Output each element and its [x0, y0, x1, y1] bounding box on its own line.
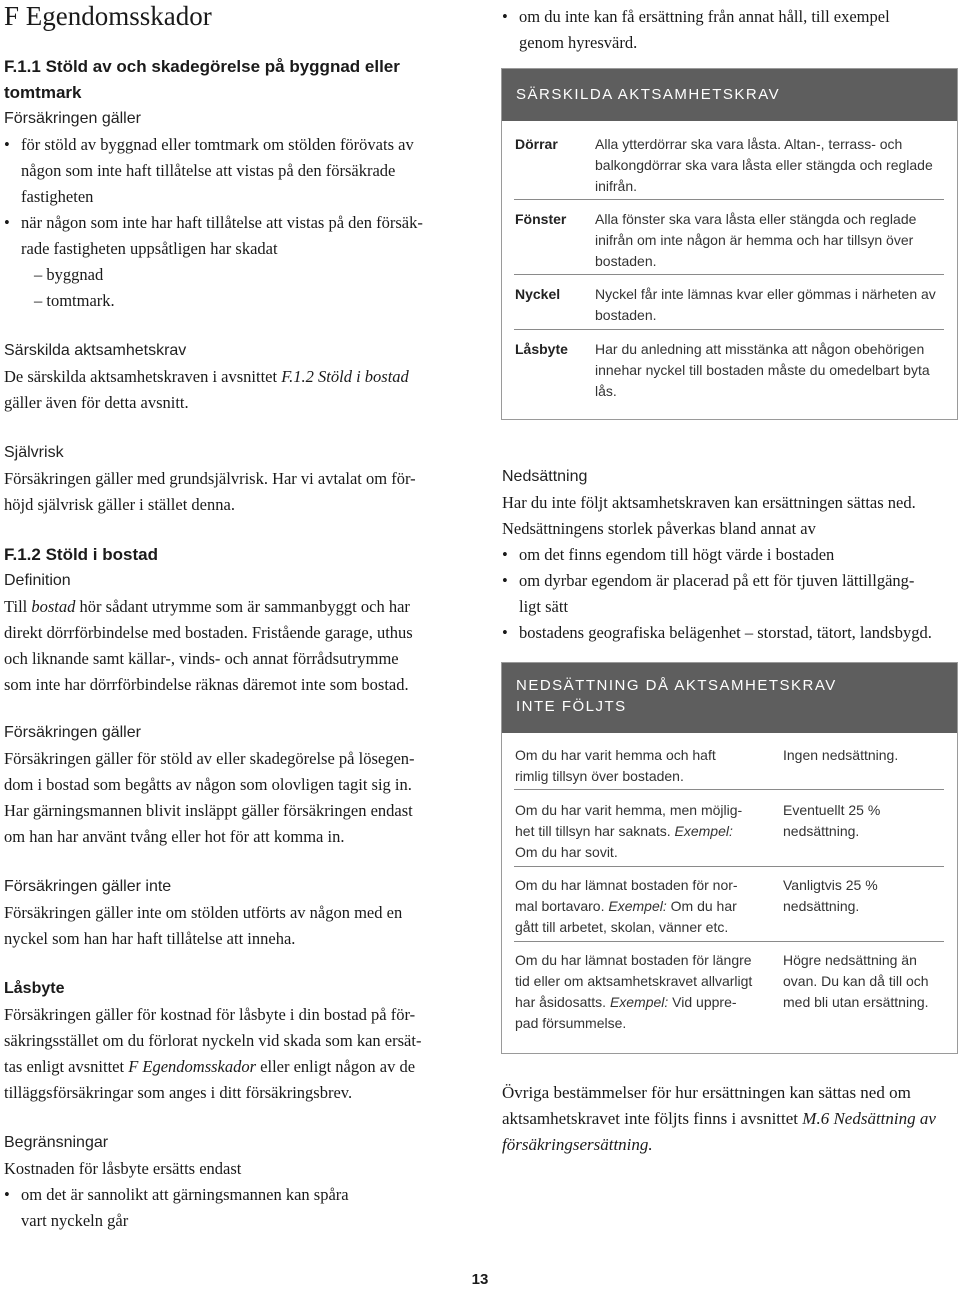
text: Nyckel får inte lämnas kvar eller gömmas i närheten av: [595, 286, 936, 302]
galler-inte-section: [4, 874, 474, 952]
paragraph: [4, 1002, 474, 1106]
text: med bli utan ersättning.: [783, 994, 929, 1010]
row-label: Dörrar: [515, 136, 558, 152]
list-item: [4, 132, 474, 210]
box-header: SÄRSKILDA AKTSAMHETSKRAV: [502, 69, 957, 121]
coverage-list: [4, 132, 474, 262]
nedsattning-list: [502, 542, 957, 646]
text: bostaden.: [595, 253, 657, 269]
text: tomtmark.: [46, 291, 115, 310]
begransningar-section: [4, 1130, 474, 1234]
nedsattning-row-condition: [515, 875, 775, 938]
text: innehar nyckel till bostaden måste du omedelbart byta: [595, 362, 930, 378]
nedsattning-row-condition: [515, 800, 775, 863]
divider: [514, 329, 944, 330]
paragraph: [4, 746, 474, 850]
text: mal bortavaro.: [515, 898, 609, 914]
row-text: [595, 284, 955, 326]
aktsamhet-section: [4, 338, 474, 416]
text: har åsidosatts.: [515, 994, 610, 1010]
text: fastigheten: [21, 187, 94, 206]
text: Om du har lämnat bostaden för längre: [515, 952, 752, 968]
list-item: [502, 4, 952, 56]
row-label: Fönster: [515, 211, 567, 227]
text: Om du har varit hemma, men möjlig-: [515, 802, 743, 818]
section-reference: försäkringsersättning.: [502, 1135, 653, 1154]
page-title: F Egendomsskador: [4, 1, 212, 31]
text: tilläggsförsäkringar som anges i ditt försäkringsbrev.: [4, 1083, 353, 1102]
nedsattning-row-result: [783, 875, 948, 917]
section-reference: M.6 Nedsättning av: [802, 1109, 936, 1128]
nedsattning-row-condition: [515, 950, 775, 1034]
box-header: [502, 663, 957, 733]
subheading-sjalvrisk: Självrisk: [4, 444, 64, 461]
row-text: [595, 209, 955, 272]
section-heading-f12: F.1.2 Stöld i bostad: [4, 545, 158, 564]
section-f12: [4, 542, 474, 698]
row-label: Låsbyte: [515, 341, 568, 357]
box-header-line: INTE FÖLJTS: [516, 698, 627, 715]
text: som inte har dörrförbindelse räknas däremot inte som bostad.: [4, 675, 409, 694]
text: Om du har: [666, 898, 737, 914]
subheading-begransningar: Begränsningar: [4, 1134, 109, 1151]
paragraph: [4, 900, 474, 952]
subheading-definition: Definition: [4, 572, 71, 589]
text: Exempel:: [609, 994, 669, 1010]
text: Exempel:: [608, 898, 667, 914]
top-bullet: [502, 4, 952, 56]
text: bostaden.: [595, 307, 657, 323]
subheading-aktsamhetskrav: Särskilda aktsamhetskrav: [4, 342, 187, 359]
text: aktsamhetskravet inte följts finns i avsnittet: [502, 1109, 803, 1128]
text: när någon som inte har haft tillåtelse att vistas på den försäk-: [21, 213, 423, 232]
ovriga-paragraph: [502, 1080, 957, 1158]
text: om han har använt tvång eller hot för att komma in.: [4, 827, 345, 846]
text: bostad: [31, 597, 76, 616]
text: eller enligt någon av de: [256, 1057, 416, 1076]
text: balkongdörrar ska vara låsta eller stängda och reglade: [595, 157, 933, 173]
paragraph: [4, 364, 474, 416]
text: Vanligtvis 25 %: [783, 877, 878, 893]
text: Eventuellt 25 %: [783, 802, 881, 818]
subheading-lasbyte: Låsbyte: [4, 980, 65, 997]
text: het till tillsyn har saknats.: [515, 823, 675, 839]
section-reference: F Egendomsskador: [128, 1057, 257, 1076]
nedsattning-row-result: [783, 950, 948, 1013]
dash-item: – byggnad: [34, 265, 104, 284]
list-item: • om det finns egendom till högt värde i bostaden: [502, 542, 957, 568]
text: Nedsättningens storlek påverkas bland annat av: [502, 519, 816, 538]
text: ovan. Du kan då till och: [783, 973, 929, 989]
row-label: Nyckel: [515, 286, 561, 302]
divider: [514, 866, 944, 867]
text: om det är sannolikt att gärningsmannen kan spåra: [21, 1185, 349, 1204]
text: gått till arbetet, skolan, vänner etc.: [515, 919, 729, 935]
subheading-forsakringen-galler: Försäkringen gäller: [4, 110, 141, 127]
text: Om du har varit hemma och haft: [515, 747, 716, 763]
text: inifrån om inte någon är hemma och har tillsyn över: [595, 232, 914, 248]
text: Högre nedsättning än: [783, 952, 917, 968]
text: Om du har sovit.: [515, 844, 618, 860]
text: hör sådant utrymme som är sammanbyggt och har: [75, 597, 410, 616]
text: genom hyresvärd.: [519, 33, 638, 52]
nedsattning-row-result: [783, 800, 948, 842]
text: Om du har lämnat bostaden för nor-: [515, 877, 738, 893]
paragraph: [502, 490, 957, 542]
lasbyte-section: [4, 976, 474, 1106]
text: någon som inte haft tillåtelse att vistas på den försäkrade: [21, 161, 396, 180]
text: om du inte kan få ersättning från annat håll, till exempel: [519, 7, 890, 26]
text: Övriga bestämmelser för hur ersättningen kan sättas ned om: [502, 1083, 911, 1102]
text: Har gärningsmannen blivit insläppt gäller försäkringen endast: [4, 801, 413, 820]
text: ligt sätt: [519, 597, 569, 616]
text: Försäkringen gäller inte om stölden utförts av någon med en: [4, 903, 403, 922]
text: tid eller om aktsamhetskravet allvarligt: [515, 973, 753, 989]
nedsattning-row-result: Ingen nedsättning.: [783, 747, 899, 763]
text: inifrån.: [595, 178, 638, 194]
text: byggnad: [46, 265, 104, 284]
text: rimlig tillsyn över bostaden.: [515, 768, 684, 784]
text: vart nyckeln går: [21, 1211, 129, 1230]
paragraph: [502, 1080, 957, 1158]
text: och liknande samt källar-, vinds- och annat förrådsutrymme: [4, 649, 399, 668]
subheading-galler-inte: Försäkringen gäller inte: [4, 878, 172, 895]
sjalvrisk-section: [4, 440, 474, 518]
list-item: [4, 210, 474, 262]
text: Har du inte följt aktsamhetskraven kan ersättningen sättas ned.: [502, 493, 916, 512]
paragraph: [4, 594, 474, 698]
text: Försäkringen gäller för stöld av eller skadegörelse på lösegen-: [4, 749, 415, 768]
divider: [514, 941, 944, 942]
text: Vid uppre-: [668, 994, 737, 1010]
text: Har du anledning att misstänka att någon obehörigen: [595, 341, 925, 357]
divider: [514, 274, 944, 275]
text: gäller även för detta avsnitt.: [4, 393, 189, 412]
coverage-list-continued: [502, 4, 952, 56]
text: Alla fönster ska vara låsta eller stängda och reglade: [595, 211, 917, 227]
text: dom i bostad som begåtts av någon som olovligen tagit sig in.: [4, 775, 412, 794]
text: Till: [4, 597, 32, 616]
text: lås.: [595, 383, 617, 399]
text: De särskilda aktsamhetskraven i avsnittet: [4, 367, 282, 386]
paragraph: Kostnaden för låsbyte ersätts endast: [4, 1159, 242, 1178]
dash-item: – tomtmark.: [34, 291, 115, 310]
text: tas enligt avsnittet: [4, 1057, 129, 1076]
row-text: [595, 339, 955, 402]
text: nyckel som han har haft tillåtelse att inneha.: [4, 929, 296, 948]
list-item: [502, 568, 957, 620]
text: rade fastigheten uppsåtligen har skadat: [21, 239, 278, 258]
divider: [514, 789, 944, 790]
paragraph: [4, 466, 474, 518]
text: höjd självrisk gäller i stället denna.: [4, 495, 235, 514]
nedsattning-row-condition: [515, 745, 775, 787]
text: säkringsstället om du förlorat nyckeln vid skada som kan ersät-: [4, 1031, 422, 1050]
text: om dyrbar egendom är placerad på ett för tjuven lättillgäng-: [519, 571, 915, 590]
section-heading-line: F.1.1 Stöld av och skadegörelse på byggnad eller: [4, 57, 400, 76]
text: för stöld av byggnad eller tomtmark om stölden förövats av: [21, 135, 414, 154]
nedsattning-section: [502, 464, 957, 646]
limitation-list: [4, 1182, 474, 1234]
divider: [514, 199, 944, 200]
subheading-nedsattning: Nedsättning: [502, 468, 588, 485]
text: Alla ytterdörrar ska vara låsta. Altan-, terrass- och: [595, 136, 903, 152]
text: Försäkringen gäller med grundsjälvrisk. Har vi avtalat om för-: [4, 469, 416, 488]
section-reference: F.1.2 Stöld i bostad: [281, 367, 409, 386]
page-number: 13: [471, 1271, 489, 1288]
left-column: [4, 54, 474, 314]
box-header-line: NEDSÄTTNING DÅ AKTSAMHETSKRAV: [516, 677, 837, 694]
section-heading-f11: [4, 54, 474, 106]
text: direkt dörrförbindelse med bostaden. Fristående garage, uthus: [4, 623, 413, 642]
section-heading-line: tomtmark: [4, 83, 82, 102]
text: pad försummelse.: [515, 1015, 627, 1031]
galler2-section: [4, 720, 474, 850]
list-item: • bostadens geografiska belägenhet – storstad, tätort, landsbygd.: [502, 620, 957, 646]
row-text: [595, 134, 955, 197]
text: nedsättning.: [783, 898, 860, 914]
subheading-forsakringen-galler: Försäkringen gäller: [4, 724, 141, 741]
text: Exempel:: [674, 823, 733, 839]
text: nedsättning.: [783, 823, 860, 839]
list-item: [4, 1182, 474, 1234]
text: Försäkringen gäller för kostnad för låsbyte i din bostad på för-: [4, 1005, 416, 1024]
